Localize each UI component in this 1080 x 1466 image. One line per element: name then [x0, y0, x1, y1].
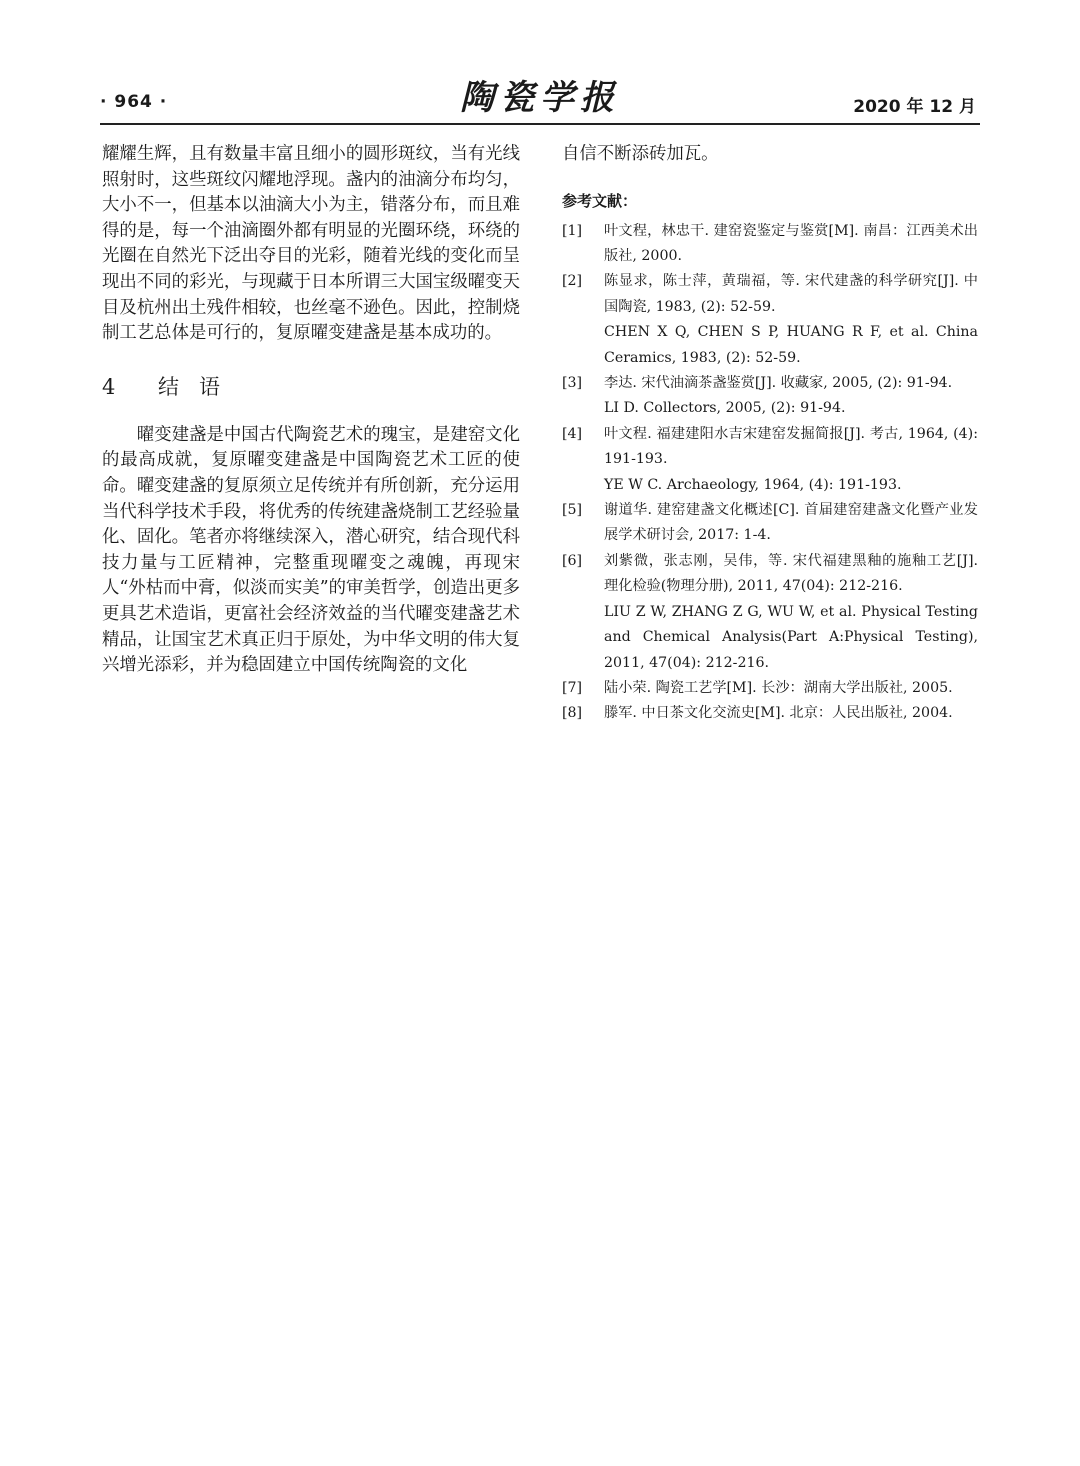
issue-date: 2020 年 12 月: [853, 97, 976, 117]
reference-text: [604, 549, 978, 676]
right-column: [562, 142, 978, 727]
section-number: 4: [102, 374, 116, 399]
section-title: 结语: [158, 374, 240, 399]
continuation-paragraph: 自信不断添砖加瓦。: [562, 144, 719, 164]
reference-item: [562, 549, 978, 676]
reference-label: [3]: [562, 375, 583, 392]
page-number: · 964 ·: [100, 92, 168, 112]
reference-line: CHEN X Q, CHEN S P, HUANG R F, et al. China Ceramics, 1983, (2): 52-59.: [604, 324, 978, 366]
reference-line: LIU Z W, ZHANG Z G, WU W, et al. Physical Testing and Chemical Analysis(Part A:Physical Testing), 2011, 47(04): 212-216.: [604, 603, 978, 671]
reference-line: 谢道华. 建窑建盏文化概述[C]. 首届建窑建盏文化暨产业发展学术研讨会, 2017: 1-4.: [604, 502, 978, 544]
body-paragraph-1: 耀耀生辉，且有数量丰富且细小的圆形斑纹，当有光线照射时，这些斑纹闪耀地浮现。盏内的油滴分布均匀，大小不一，但基本以油滴大小为主，错落分布，而且难得的是，每一个油滴圈外都有明显的光圈环绕，环绕的光圈在自然光下泛出夺目的光彩，随着光线的变化而呈现出不同的彩光，与现藏于日本所谓三大国宝级曜变天目及杭州出土残件相较，也丝毫不逊色。因此，控制烧制工艺总体是可行的，复原曜变建盏是基本成功的。: [102, 144, 520, 344]
reference-item: [562, 676, 978, 701]
reference-line: 陈显求，陈士萍，黄瑞福，等. 宋代建盏的科学研究[J]. 中国陶瓷, 1983, (2): 52-59.: [604, 273, 978, 315]
reference-text: [604, 371, 978, 422]
reference-label: [5]: [562, 502, 583, 519]
reference-text: [604, 269, 978, 371]
reference-line: 刘紫微，张志刚，吴伟，等. 宋代福建黑釉的施釉工艺[J]. 理化检验(物理分册), 2011, 47(04): 212-216.: [604, 552, 978, 595]
reference-text: [604, 676, 978, 701]
reference-line: 叶文程. 福建建阳水吉宋建窑发掘简报[J]. 考古, 1964, (4): 191-193.: [604, 425, 978, 468]
reference-text: [604, 498, 978, 549]
reference-item: [562, 422, 978, 498]
reference-item: [562, 219, 978, 270]
references-heading: 参考文献：: [562, 191, 638, 210]
reference-item: [562, 371, 978, 422]
journal-name: 陶瓷学报: [460, 78, 620, 118]
reference-line: 陆小荣. 陶瓷工艺学[M]. 长沙：湖南大学出版社, 2005.: [604, 679, 953, 696]
header-rule: [100, 123, 980, 125]
reference-label: [7]: [562, 679, 583, 696]
reference-item: [562, 701, 978, 726]
reference-label: [6]: [562, 552, 583, 569]
reference-text: [604, 701, 978, 726]
reference-line: 李达. 宋代油滴茶盏鉴赏[J]. 收藏家, 2005, (2): 91-94.: [604, 375, 953, 392]
reference-label: [4]: [562, 425, 583, 442]
reference-item: [562, 498, 978, 549]
section-heading: [102, 371, 520, 401]
reference-text: [604, 219, 978, 270]
reference-label: [1]: [562, 222, 583, 239]
reference-text: [604, 422, 978, 498]
left-column: [102, 142, 520, 679]
reference-line: YE W C. Archaeology, 1964, (4): 191-193.: [604, 476, 902, 493]
reference-line: 滕军. 中日茶文化交流史[M]. 北京：人民出版社, 2004.: [604, 705, 953, 722]
reference-label: [8]: [562, 705, 583, 722]
reference-line: LI D. Collectors, 2005, (2): 91-94.: [604, 400, 846, 417]
reference-list: [562, 219, 978, 727]
reference-label: [2]: [562, 273, 583, 290]
reference-item: [562, 269, 978, 371]
body-paragraph-2: 曜变建盏是中国古代陶瓷艺术的瑰宝，是建窑文化的最高成就，复原曜变建盏是中国陶瓷艺术工匠的使命。曜变建盏的复原须立足传统并有所创新，充分运用当代科学技术手段，将优秀的传统建盏烧制工艺经验量化、固化。笔者亦将继续深入，潜心研究，结合现代科技力量与工匠精神，完整重现曜变之魂魄，再现宋人“外枯而中膏，似淡而实美”的审美哲学，创造出更多更具艺术造诣，更富社会经济效益的当代曜变建盏艺术精品，让国宝艺术真正归于原处，为中华文明的伟大复兴增光添彩，并为稳固建立中国传统陶瓷的文化: [102, 424, 520, 676]
reference-line: 叶文程，林忠干. 建窑瓷鉴定与鉴赏[M]. 南昌：江西美术出版社, 2000.: [604, 222, 978, 264]
